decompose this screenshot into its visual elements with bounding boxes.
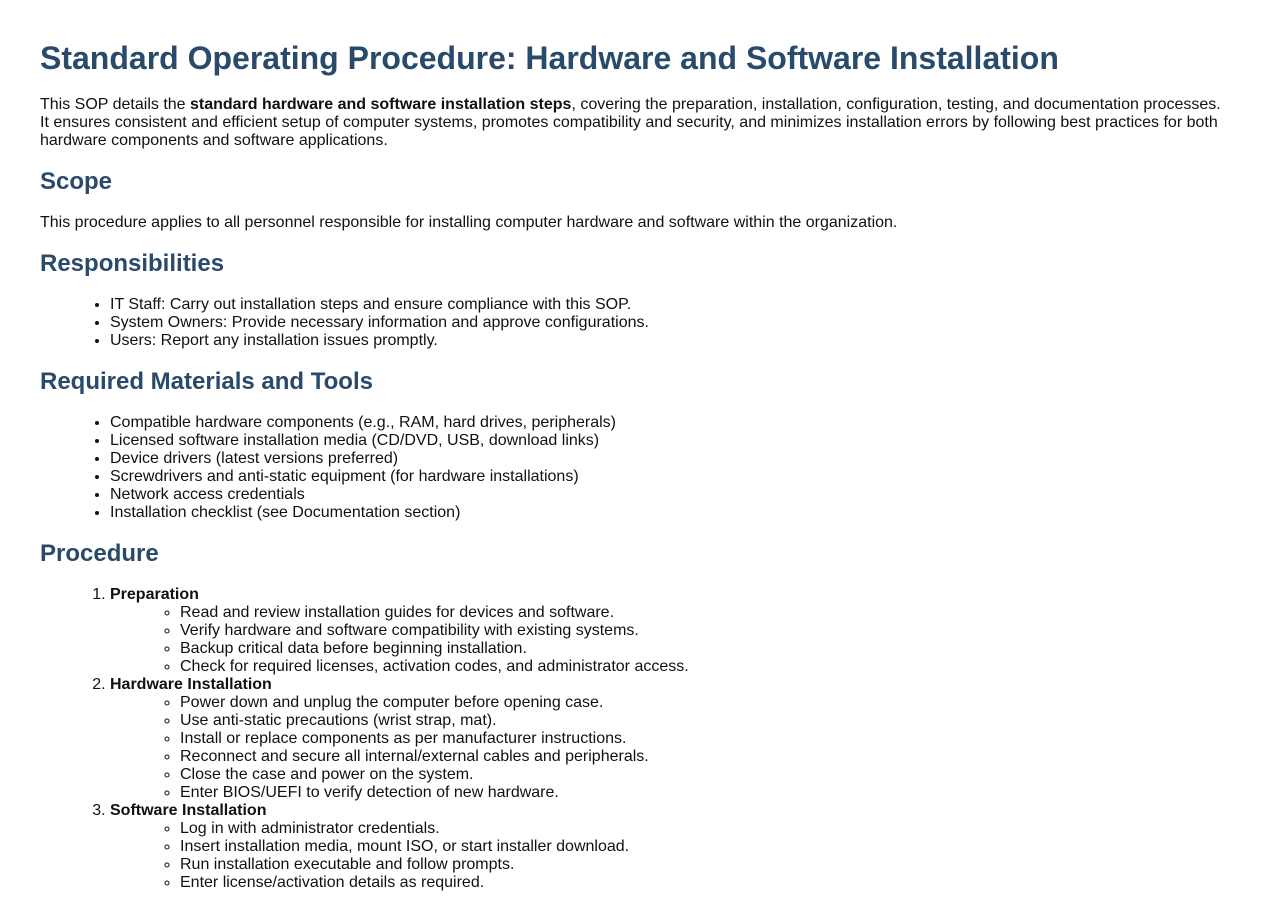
list-item: • Installation checklist (see Documentation section) [110, 504, 1223, 522]
intro-bold: standard hardware and software installation steps [190, 96, 572, 113]
list-item: ◦ Power down and unplug the computer before opening case. [180, 694, 1223, 712]
step-substeps [110, 604, 1223, 676]
list-item: ◦ Enter license/activation details as required. [180, 874, 1223, 892]
list-item: • Compatible hardware components (e.g., RAM, hard drives, peripherals) [110, 414, 1223, 432]
procedure-heading: Procedure [40, 540, 159, 567]
procedure-step [110, 802, 1223, 892]
list-item: ◦ Verify hardware and software compatibility with existing systems. [180, 622, 1223, 640]
list-item: ◦ Enter BIOS/UEFI to verify detection of new hardware. [180, 784, 1223, 802]
step-substeps [110, 820, 1223, 892]
step-title: Hardware Installation [110, 676, 272, 693]
list-item: • System Owners: Provide necessary information and approve configurations. [110, 314, 1223, 332]
procedure-step [110, 676, 1223, 802]
list-item: • Network access credentials [110, 486, 1223, 504]
scope-heading: Scope [40, 168, 113, 195]
step-title: Software Installation [110, 802, 267, 819]
list-item: ◦ Run installation executable and follow prompts. [180, 856, 1223, 874]
list-item: ◦ Close the case and power on the system. [180, 766, 1223, 784]
list-item: • Licensed software installation media (CD/DVD, USB, download links) [110, 432, 1223, 450]
scope-text: This procedure applies to all personnel responsible for installing computer hardware and software within the organization. [40, 214, 898, 231]
list-item: ◦ Log in with administrator credentials. [180, 820, 1223, 838]
materials-heading: Required Materials and Tools [40, 368, 373, 395]
list-item: ◦ Install or replace components as per manufacturer instructions. [180, 730, 1223, 748]
materials-list [40, 414, 1223, 522]
intro-rest: , covering the preparation, installation, configuration, testing, and documentation processes. It ensures consistent and efficient setup of computer systems, promotes compatibility and security, and minimizes installation errors by following best practices for both hardware components and software applications. [40, 96, 1221, 149]
list-item: ◦ Read and review installation guides for devices and software. [180, 604, 1223, 622]
list-item: ◦ Reconnect and secure all internal/external cables and peripherals. [180, 748, 1223, 766]
procedure-steps [40, 586, 1223, 892]
procedure-step [110, 586, 1223, 676]
page-title: Standard Operating Procedure: Hardware and Software Installation [40, 40, 1059, 76]
intro-paragraph [40, 96, 1223, 150]
list-item: • Device drivers (latest versions preferred) [110, 450, 1223, 468]
step-title: Preparation [110, 586, 199, 603]
responsibilities-list [40, 296, 1223, 350]
list-item: ◦ Use anti-static precautions (wrist strap, mat). [180, 712, 1223, 730]
list-item: • Users: Report any installation issues promptly. [110, 332, 1223, 350]
responsibilities-heading: Responsibilities [40, 250, 225, 277]
list-item: • Screwdrivers and anti-static equipment (for hardware installations) [110, 468, 1223, 486]
intro-lead: This SOP details the [40, 96, 190, 113]
list-item: ◦ Backup critical data before beginning installation. [180, 640, 1223, 658]
list-item: • IT Staff: Carry out installation steps and ensure compliance with this SOP. [110, 296, 1223, 314]
step-substeps [110, 694, 1223, 802]
list-item: ◦ Check for required licenses, activation codes, and administrator access. [180, 658, 1223, 676]
list-item: ◦ Insert installation media, mount ISO, or start installer download. [180, 838, 1223, 856]
